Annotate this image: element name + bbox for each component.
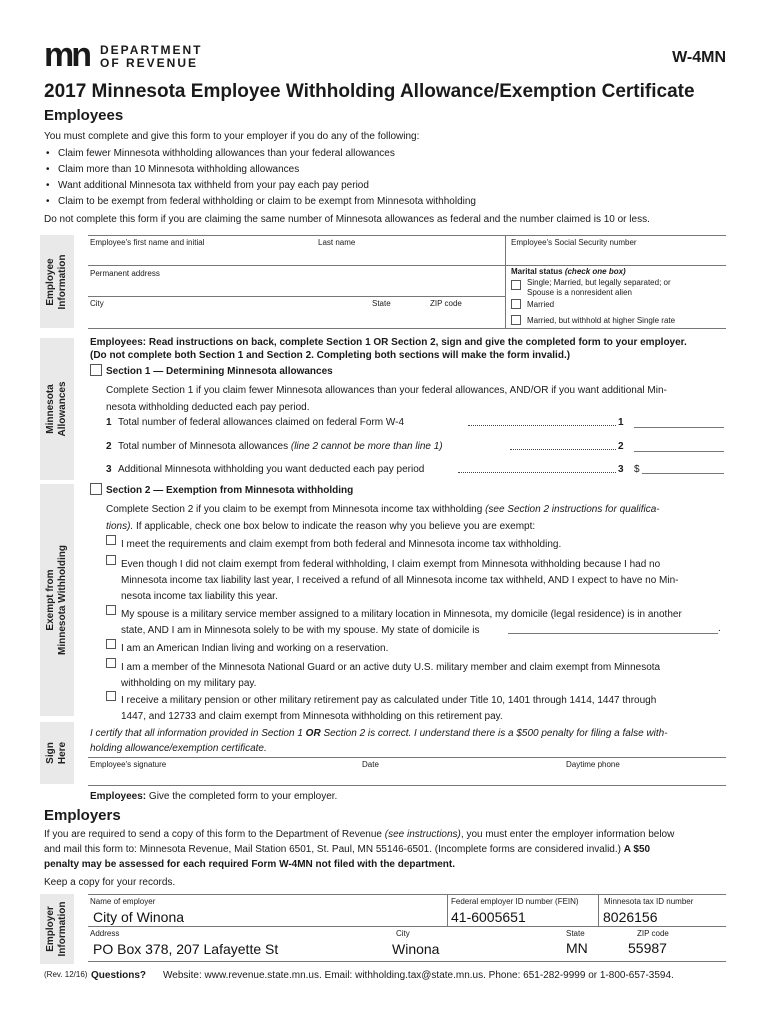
state-label: State bbox=[372, 299, 391, 308]
section-2-checkbox[interactable] bbox=[90, 483, 102, 495]
keep-copy-note: Keep a copy for your records. bbox=[44, 877, 176, 888]
address-label: Permanent address bbox=[90, 269, 160, 278]
employees-bullet-list bbox=[44, 146, 724, 210]
employer-address-field[interactable]: PO Box 378, 207 Lafayette St bbox=[93, 941, 279, 957]
contact-info: Website: www.revenue.state.mn.us. Email: withholding.tax@state.mn.us. Phone: 651-282-9999 or 1-800-657-3594. bbox=[163, 970, 674, 981]
marital-married-label: Married bbox=[527, 300, 555, 309]
date-field[interactable] bbox=[362, 771, 562, 785]
domicile-period: . bbox=[718, 623, 721, 634]
exempt-reason-6: I receive a military pension or other military retirement pay as calculated under Title 10, 1401 through 1414, 1447 through 1447, and 12733 and claim exempt from Minnesota withholding on this retirement pay. bbox=[121, 695, 657, 722]
first-name-field[interactable] bbox=[90, 248, 315, 264]
signature-label: Employee's signature bbox=[90, 760, 167, 769]
line-2: 2 Total number of Minnesota allowances (line 2 cannot be more than line 1) 2 bbox=[106, 441, 624, 452]
address-field[interactable] bbox=[90, 280, 502, 294]
line-1: 1 Total number of federal allowances claimed on federal Form W-4 1 bbox=[106, 417, 624, 428]
state-of-domicile-input[interactable] bbox=[508, 633, 718, 634]
line-1-input[interactable] bbox=[634, 427, 724, 428]
employers-instructions: If you are required to send a copy of this form to the Department of Revenue (see instructions), you must enter the employer information below and mail this form to: Minnesota Revenue, Mail Station 6501, St. Paul, MN 55146-6501. (Incomplete forms are considered invalid.) A $50 penalty may be assessed for each required Form W-4MN not filed with the department. bbox=[44, 829, 675, 870]
daytime-phone-label: Daytime phone bbox=[566, 760, 620, 769]
ssn-field[interactable] bbox=[511, 248, 724, 264]
employer-state-label: State bbox=[566, 929, 585, 938]
employees-intro: You must complete and give this form to your employer if you do any of the following: bbox=[44, 131, 420, 142]
section-1-checkbox[interactable] bbox=[90, 364, 102, 376]
line-3-input[interactable] bbox=[642, 473, 724, 474]
employer-city-field[interactable]: Winona bbox=[392, 941, 440, 957]
section-1-title: Section 1 — Determining Minnesota allowances bbox=[106, 366, 333, 377]
last-name-label: Last name bbox=[318, 238, 356, 247]
employer-zip-label: ZIP code bbox=[637, 929, 669, 938]
zip-label: ZIP code bbox=[430, 299, 462, 308]
do-not-complete-note: Do not complete this form if you are claiming the same number of Minnesota allowances as federal and the number claimed is 10 or less. bbox=[44, 214, 650, 225]
ssn-label: Employee's Social Security number bbox=[511, 238, 637, 247]
exempt-reason-4: I am an American Indian living and working on a reservation. bbox=[121, 643, 389, 654]
revision-date: (Rev. 12/16) bbox=[44, 970, 88, 979]
date-label: Date bbox=[362, 760, 379, 769]
employers-heading: Employers bbox=[44, 807, 121, 824]
marital-status-label: Marital status (check one box) bbox=[511, 267, 626, 276]
exempt-reason-4-checkbox[interactable] bbox=[106, 639, 116, 649]
marital-single-label-2: Spouse is a nonresident alien bbox=[527, 288, 632, 297]
logo-mark: mn bbox=[44, 36, 89, 74]
employer-name-label: Name of employer bbox=[90, 897, 156, 906]
marital-single-checkbox[interactable] bbox=[511, 280, 521, 290]
form-title: 2017 Minnesota Employee Withholding Allowance/Exemption Certificate bbox=[44, 81, 695, 102]
employer-city-label: City bbox=[396, 929, 410, 938]
employee-info-side-label: Employee Information bbox=[40, 235, 74, 328]
employer-state-field[interactable]: MN bbox=[566, 940, 588, 956]
exempt-reason-2-checkbox[interactable] bbox=[106, 555, 116, 565]
questions-label: Questions? bbox=[91, 970, 147, 981]
line-3: 3 Additional Minnesota withholding you want deducted each pay period 3 $ bbox=[106, 464, 640, 475]
section-1-text: Complete Section 1 if you claim fewer Minnesota allowances than your federal allowances, AND/OR if you want additional Min- nesota withholding deducted each pay period. bbox=[106, 385, 667, 413]
state-field[interactable] bbox=[372, 310, 426, 326]
sign-here-side-label: Sign Here bbox=[40, 722, 74, 784]
exempt-reason-2: Even though I did not claim exempt from federal withholding, I claim exempt from Minnesota withholding because I had no Minnesota income tax liability last year, I received a refund of all Minnesota income tax withheld, AND I expect to have no Min- nesota income tax liability this year. bbox=[121, 559, 679, 602]
exempt-reason-1: I meet the requirements and claim exempt from both federal and Minnesota income tax withholding. bbox=[121, 539, 562, 550]
exempt-reason-3-checkbox[interactable] bbox=[106, 605, 116, 615]
logo-line-2: OF REVENUE bbox=[100, 56, 199, 70]
last-name-field[interactable] bbox=[318, 248, 503, 264]
employer-zip-field[interactable]: 55987 bbox=[628, 940, 667, 956]
department-logo bbox=[44, 36, 214, 74]
daytime-phone-field[interactable] bbox=[566, 771, 724, 785]
section-2-title: Section 2 — Exemption from Minnesota withholding bbox=[106, 485, 354, 496]
city-label: City bbox=[90, 299, 104, 308]
logo-line-1: DEPARTMENT bbox=[100, 43, 203, 57]
mn-tax-id-field[interactable]: 8026156 bbox=[603, 909, 658, 925]
exempt-reason-5-checkbox[interactable] bbox=[106, 658, 116, 668]
fein-label: Federal employer ID number (FEIN) bbox=[451, 897, 579, 906]
list-item: • Claim fewer Minnesota withholding allowances than your federal allowances bbox=[44, 146, 724, 162]
marital-single-label: Single; Married, but legally separated; or bbox=[527, 278, 671, 287]
marital-higher-single-label: Married, but withhold at higher Single rate bbox=[527, 316, 676, 325]
fein-field[interactable]: 41-6005651 bbox=[451, 909, 526, 925]
employees-heading: Employees bbox=[44, 107, 124, 124]
city-field[interactable] bbox=[90, 310, 368, 326]
instructions-line-1: Employees: Read instructions on back, complete Section 1 OR Section 2, sign and give the completed form to your employer. bbox=[90, 337, 687, 348]
exempt-side-label: Exempt from Minnesota Withholding bbox=[40, 484, 74, 716]
list-item: • Claim more than 10 Minnesota withholding allowances bbox=[44, 162, 724, 178]
form-id: W-4MN bbox=[672, 49, 726, 66]
allowances-side-label: Minnesota Allowances bbox=[40, 338, 74, 480]
marital-married-checkbox[interactable] bbox=[511, 299, 521, 309]
employer-name-field[interactable]: City of Winona bbox=[93, 909, 185, 925]
exempt-reason-3: My spouse is a military service member assigned to a military location in Minnesota, my domicile (legal residence) is in another state, AND I am in Minnesota solely to be with my spouse. My state of domicile is bbox=[121, 609, 682, 636]
exempt-reason-6-checkbox[interactable] bbox=[106, 691, 116, 701]
list-item: • Want additional Minnesota tax withheld from your pay each pay period bbox=[44, 178, 724, 194]
list-item: • Claim to be exempt from federal withholding or claim to be exempt from Minnesota withholding bbox=[44, 194, 724, 210]
line-2-input[interactable] bbox=[634, 451, 724, 452]
marital-higher-single-checkbox[interactable] bbox=[511, 315, 521, 325]
give-form-note: Employees: Give the completed form to your employer. bbox=[90, 791, 338, 802]
exempt-reason-5: I am a member of the Minnesota National Guard or an active duty U.S. military member and claim exempt from Minnesota withholding on my military pay. bbox=[121, 662, 661, 689]
employer-address-label: Address bbox=[90, 929, 120, 938]
first-name-label: Employee's first name and initial bbox=[90, 238, 205, 247]
section-2-text: Complete Section 2 if you claim to be exempt from Minnesota income tax withholding (see Section 2 instructions for qualifica- tions). If applicable, check one box below to indicate the reason why you believe you are exempt: bbox=[106, 504, 660, 532]
certification-statement: I certify that all information provided in Section 1 OR Section 2 is correct. I understand there is a $500 penalty for filing a false with- holding allowance/exemption certificate. bbox=[90, 728, 668, 754]
instructions-line-2: (Do not complete both Section 1 and Section 2. Completing both sections will make the form invalid.) bbox=[90, 350, 571, 361]
signature-field[interactable] bbox=[90, 771, 358, 785]
mn-tax-id-label: Minnesota tax ID number bbox=[604, 897, 694, 906]
employer-info-side-label: Employer Information bbox=[40, 894, 74, 964]
zip-field[interactable] bbox=[430, 310, 502, 326]
exempt-reason-1-checkbox[interactable] bbox=[106, 535, 116, 545]
